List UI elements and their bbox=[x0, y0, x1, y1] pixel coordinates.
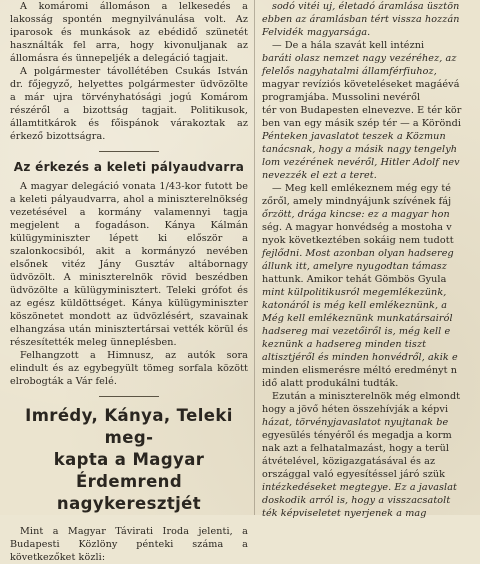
headline-line-2: kapta a Magyar Érdemrend bbox=[53, 450, 205, 491]
text-line: idő alatt produkálni tudták. bbox=[262, 378, 399, 389]
article-paragraph-1: A komáromi állomáson a lelkesedés a lakosság spontén megnyilvánulása volt. Az iparosok és munkások az ebédidő szünetét használták fel arra, hogy kivonuljanak az állomásra és ünnepeljék a delegáció tagjait. bbox=[10, 1, 248, 64]
article-paragraph-2: A polgármester távollétében Csukás István dr. főjegyző, helyettes polgármester üdvözölte a már ujra törvényhatósági jogú Komárom részéről a bizottság tagjait. Politikusok, államtitkárok és főispánok várakoztak az érkező bizottságra. bbox=[10, 66, 248, 142]
text-line: mint külpolitikusról megemlékezünk, bbox=[262, 287, 447, 298]
text-line: katonáról is még kell emlékeznünk, a bbox=[262, 300, 448, 311]
text-line: altisztjéről és minden honvédről, akik e bbox=[262, 352, 458, 363]
text-line: — Meg kell emlékeznem még egy té bbox=[272, 183, 452, 194]
article-paragraph-5: Mint a Magyar Távirati Iroda jelenti, a Budapesti Közlöny pénteki száma a következőket közli: bbox=[10, 526, 248, 563]
section-divider bbox=[99, 151, 159, 152]
text-line: őrzött, drága kincse: ez a magyar hon bbox=[262, 209, 450, 220]
text-line: hattunk. Amikor tehát Gömbös Gyula bbox=[262, 274, 447, 285]
text-line: nak azt a felhatalmazást, hogy a terül bbox=[262, 443, 450, 454]
text-line: — De a hála szavát kell intézni bbox=[272, 40, 425, 51]
text-line: Még kell emlékeznünk munkatársairól bbox=[262, 313, 453, 324]
headline-line-1: Imrédy, Kánya, Teleki meg- bbox=[25, 406, 233, 447]
text-line: felelős nagyhatalmi államférfiuhoz, bbox=[262, 66, 437, 77]
text-line: Pénteken javaslatot teszek a Közmun bbox=[262, 131, 446, 142]
text-line: állunk itt, amelyre nyugodtan támasz bbox=[262, 261, 447, 272]
text-line: ebben az áramlásban tért vissza hozzán bbox=[262, 14, 460, 25]
text-line: nevezzék el ezt a teret. bbox=[262, 170, 377, 181]
text-line: egyesülés tényéről és megadja a korm bbox=[262, 430, 452, 441]
column-rule bbox=[254, 0, 255, 515]
text-line: tanácsnak, hogy a másik nagy tengelyh bbox=[262, 144, 457, 155]
text-line: nyok következtében sokáig nem tudott bbox=[262, 235, 454, 246]
text-line: intézkedéseket megtegye. Ez a javaslat bbox=[262, 482, 458, 493]
article-paragraph-3: A magyar delegáció vonata 1/43-kor futott be a keleti pályaudvarra, ahol a miniszterelnökség vezetésével a kormány valamennyi tagja megjelent a fogadáson. Kánya Kálmán külügyminiszter lépett ki először a szalonkocsiból, akit a kormányzó nevében elsőnek vitéz Jány Gusztáv altábornagy üdvözölt. A miniszterelnök rövid beszédben üdvözölte a külügyminisztert. Teleki grófot és az egész küldöttséget. Kánya külügyminiszter köszönetet mondott az üdvözlésért, szavainak elhangzása után minisztertársai vették körül és részesítették meleg ünneplésben. bbox=[10, 181, 248, 348]
text-line: tér von Budapesten elnevezve. E tér kör bbox=[262, 105, 462, 116]
text-line: doskodik arról is, hogy a visszacsatolt bbox=[262, 495, 451, 506]
text-line: hadsereg mai vezetőiről is, még kell e bbox=[262, 326, 451, 337]
headline-line-3: nagykeresztjét bbox=[56, 494, 202, 513]
text-line: fejlődni. Most azonban olyan hadsereg bbox=[262, 248, 454, 259]
text-line: lom vezérének nevéről, Hitler Adolf nev bbox=[262, 157, 460, 168]
text-line: Felvidék magyarsága. bbox=[262, 27, 371, 38]
text-line: sodó vitéi uj, életadó áramlása üsztön bbox=[272, 1, 460, 12]
section-divider bbox=[99, 396, 159, 397]
text-line: ség. A magyar honvédség a mostoha v bbox=[262, 222, 452, 233]
text-line: baráti olasz nemzet nagy vezéréhez, az bbox=[262, 53, 457, 64]
text-line: országgal való egyesítéssel járó szük bbox=[262, 469, 446, 480]
text-line: házat, törvényjavaslatot nyujtanak be bbox=[262, 417, 449, 428]
text-line: magyar revíziós követeléseket magáévá bbox=[262, 79, 460, 90]
right-column bbox=[262, 0, 480, 519]
text-line: programjába. Mussolini nevéről bbox=[262, 92, 421, 103]
left-column bbox=[10, 0, 248, 563]
headline-awards bbox=[10, 405, 248, 515]
subheading-arrival: Az érkezés a keleti pályaudvarra bbox=[13, 160, 245, 174]
text-line: minden elismerésre méltó eredményt n bbox=[262, 365, 458, 376]
text-line: keznünk a hadsereg minden tiszt bbox=[262, 339, 427, 350]
text-line: átvételével, közigazgatásával és az bbox=[262, 456, 436, 467]
article-paragraph-4: Felhangzott a Himnusz, az autók sora elindult és az egybegyült tömeg sorfala között elrobogták a Vár felé. bbox=[10, 350, 248, 387]
text-line: zőről, amely mindnyájunk szívének fáj bbox=[262, 196, 452, 207]
text-line: Ezután a miniszterelnök még elmondt bbox=[272, 391, 461, 402]
text-line: hogy a jövő héten összehívják a képvi bbox=[262, 404, 449, 415]
text-line: ben van egy másik szép tér — a Köröndi bbox=[262, 118, 462, 129]
text-line: ték képviseletet nyerjenek a mag bbox=[262, 508, 427, 519]
